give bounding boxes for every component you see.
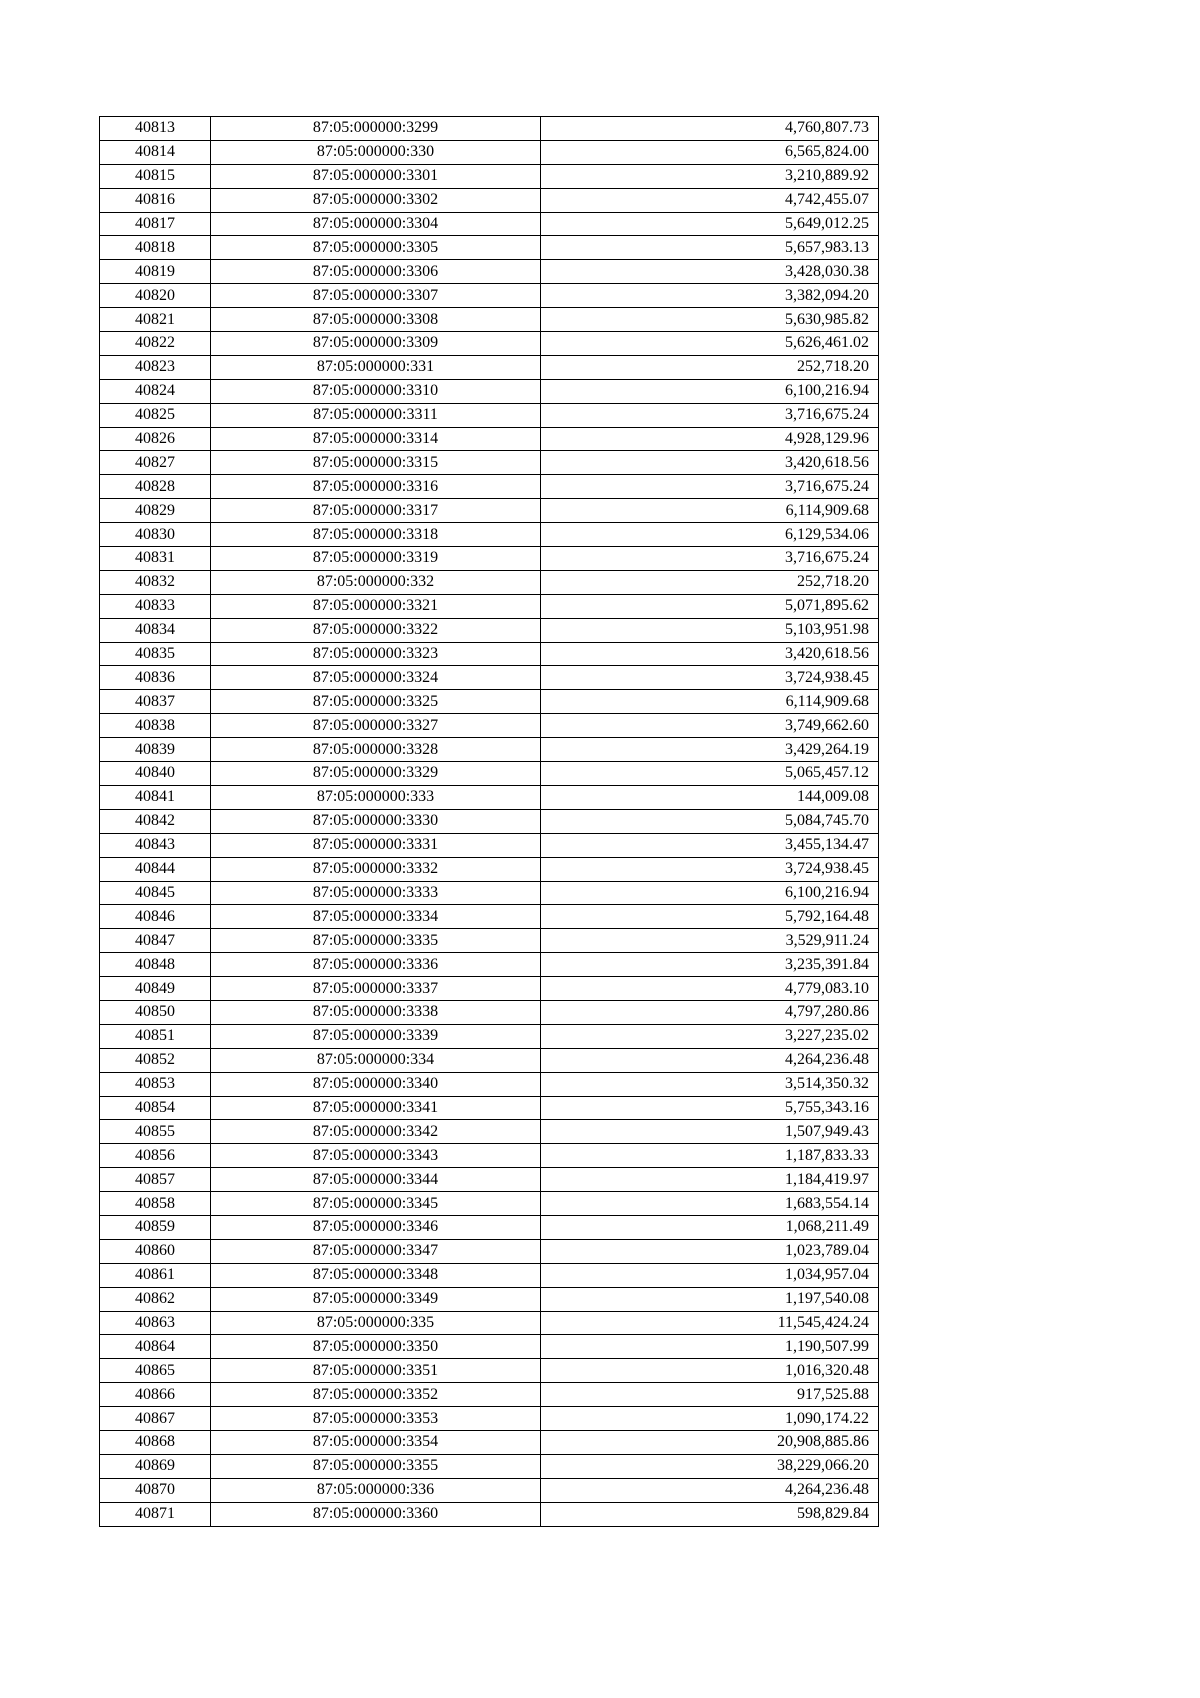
value-cell: 3,227,235.02 bbox=[541, 1024, 879, 1048]
cadastral-number-cell: 87:05:000000:335 bbox=[211, 1311, 541, 1335]
row-number-cell: 40823 bbox=[100, 355, 211, 379]
row-number-cell: 40842 bbox=[100, 809, 211, 833]
row-number-cell: 40813 bbox=[100, 117, 211, 141]
value-cell: 5,792,164.48 bbox=[541, 905, 879, 929]
row-number-cell: 40856 bbox=[100, 1144, 211, 1168]
row-number-cell: 40855 bbox=[100, 1120, 211, 1144]
cadastral-number-cell: 87:05:000000:3319 bbox=[211, 547, 541, 571]
cadastral-number-cell: 87:05:000000:3339 bbox=[211, 1024, 541, 1048]
value-cell: 3,724,938.45 bbox=[541, 857, 879, 881]
value-cell: 3,529,911.24 bbox=[541, 929, 879, 953]
cadastral-number-cell: 87:05:000000:3309 bbox=[211, 332, 541, 356]
value-cell: 1,090,174.22 bbox=[541, 1407, 879, 1431]
cadastral-number-cell: 87:05:000000:3340 bbox=[211, 1072, 541, 1096]
value-cell: 3,749,662.60 bbox=[541, 714, 879, 738]
cadastral-number-cell: 87:05:000000:3317 bbox=[211, 499, 541, 523]
row-number-cell: 40830 bbox=[100, 523, 211, 547]
value-cell: 4,742,455.07 bbox=[541, 188, 879, 212]
cadastral-number-cell: 87:05:000000:3328 bbox=[211, 738, 541, 762]
row-number-cell: 40836 bbox=[100, 666, 211, 690]
value-cell: 3,716,675.24 bbox=[541, 403, 879, 427]
value-cell: 1,197,540.08 bbox=[541, 1287, 879, 1311]
table-row bbox=[100, 953, 879, 977]
value-cell: 3,429,264.19 bbox=[541, 738, 879, 762]
cadastral-number-cell: 87:05:000000:3336 bbox=[211, 953, 541, 977]
value-cell: 1,034,957.04 bbox=[541, 1263, 879, 1287]
value-cell: 917,525.88 bbox=[541, 1383, 879, 1407]
cadastral-number-cell: 87:05:000000:3302 bbox=[211, 188, 541, 212]
value-cell: 38,229,066.20 bbox=[541, 1454, 879, 1478]
table-row bbox=[100, 1120, 879, 1144]
cadastral-number-cell: 87:05:000000:3352 bbox=[211, 1383, 541, 1407]
row-number-cell: 40838 bbox=[100, 714, 211, 738]
row-number-cell: 40859 bbox=[100, 1215, 211, 1239]
row-number-cell: 40869 bbox=[100, 1454, 211, 1478]
table-row bbox=[100, 1287, 879, 1311]
row-number-cell: 40845 bbox=[100, 881, 211, 905]
value-cell: 252,718.20 bbox=[541, 355, 879, 379]
value-cell: 5,071,895.62 bbox=[541, 594, 879, 618]
row-number-cell: 40824 bbox=[100, 379, 211, 403]
value-cell: 1,190,507.99 bbox=[541, 1335, 879, 1359]
cadastral-number-cell: 87:05:000000:3329 bbox=[211, 762, 541, 786]
table-row bbox=[100, 1430, 879, 1454]
table-row bbox=[100, 332, 879, 356]
row-number-cell: 40826 bbox=[100, 427, 211, 451]
table-row bbox=[100, 355, 879, 379]
cadastral-number-cell: 87:05:000000:3354 bbox=[211, 1430, 541, 1454]
row-number-cell: 40863 bbox=[100, 1311, 211, 1335]
table-row bbox=[100, 690, 879, 714]
row-number-cell: 40844 bbox=[100, 857, 211, 881]
table-row bbox=[100, 1096, 879, 1120]
value-cell: 3,716,675.24 bbox=[541, 475, 879, 499]
table-row bbox=[100, 1311, 879, 1335]
cadastral-number-cell: 87:05:000000:3327 bbox=[211, 714, 541, 738]
row-number-cell: 40828 bbox=[100, 475, 211, 499]
table-row bbox=[100, 523, 879, 547]
table-row bbox=[100, 164, 879, 188]
value-cell: 5,755,343.16 bbox=[541, 1096, 879, 1120]
table-row bbox=[100, 929, 879, 953]
value-cell: 11,545,424.24 bbox=[541, 1311, 879, 1335]
cadastral-number-cell: 87:05:000000:3335 bbox=[211, 929, 541, 953]
cadastral-number-cell: 87:05:000000:3304 bbox=[211, 212, 541, 236]
value-cell: 20,908,885.86 bbox=[541, 1430, 879, 1454]
row-number-cell: 40853 bbox=[100, 1072, 211, 1096]
table-row bbox=[100, 1454, 879, 1478]
row-number-cell: 40861 bbox=[100, 1263, 211, 1287]
value-cell: 1,187,833.33 bbox=[541, 1144, 879, 1168]
value-cell: 6,129,534.06 bbox=[541, 523, 879, 547]
value-cell: 598,829.84 bbox=[541, 1502, 879, 1526]
row-number-cell: 40837 bbox=[100, 690, 211, 714]
cadastral-number-cell: 87:05:000000:3351 bbox=[211, 1359, 541, 1383]
value-cell: 4,264,236.48 bbox=[541, 1478, 879, 1502]
value-cell: 3,382,094.20 bbox=[541, 284, 879, 308]
row-number-cell: 40839 bbox=[100, 738, 211, 762]
table-row bbox=[100, 1239, 879, 1263]
row-number-cell: 40850 bbox=[100, 1000, 211, 1024]
value-cell: 6,114,909.68 bbox=[541, 690, 879, 714]
cadastral-number-cell: 87:05:000000:3349 bbox=[211, 1287, 541, 1311]
table-row bbox=[100, 594, 879, 618]
cadastral-number-cell: 87:05:000000:3323 bbox=[211, 642, 541, 666]
value-cell: 5,630,985.82 bbox=[541, 308, 879, 332]
table-row bbox=[100, 1024, 879, 1048]
row-number-cell: 40852 bbox=[100, 1048, 211, 1072]
row-number-cell: 40868 bbox=[100, 1430, 211, 1454]
table-row bbox=[100, 666, 879, 690]
table-row bbox=[100, 570, 879, 594]
value-cell: 3,420,618.56 bbox=[541, 451, 879, 475]
cadastral-number-cell: 87:05:000000:331 bbox=[211, 355, 541, 379]
table-row bbox=[100, 1263, 879, 1287]
table-row bbox=[100, 1359, 879, 1383]
cadastral-number-cell: 87:05:000000:3330 bbox=[211, 809, 541, 833]
value-cell: 4,797,280.86 bbox=[541, 1000, 879, 1024]
row-number-cell: 40866 bbox=[100, 1383, 211, 1407]
table-row bbox=[100, 427, 879, 451]
value-cell: 6,100,216.94 bbox=[541, 881, 879, 905]
table-body bbox=[100, 117, 879, 1527]
value-cell: 5,084,745.70 bbox=[541, 809, 879, 833]
table-row bbox=[100, 1168, 879, 1192]
cadastral-number-cell: 87:05:000000:334 bbox=[211, 1048, 541, 1072]
cadastral-number-cell: 87:05:000000:336 bbox=[211, 1478, 541, 1502]
cadastral-number-cell: 87:05:000000:3308 bbox=[211, 308, 541, 332]
row-number-cell: 40849 bbox=[100, 977, 211, 1001]
value-cell: 1,507,949.43 bbox=[541, 1120, 879, 1144]
table-row bbox=[100, 1192, 879, 1216]
value-cell: 6,100,216.94 bbox=[541, 379, 879, 403]
row-number-cell: 40864 bbox=[100, 1335, 211, 1359]
cadastral-number-cell: 87:05:000000:3332 bbox=[211, 857, 541, 881]
table-row bbox=[100, 308, 879, 332]
cadastral-number-cell: 87:05:000000:3299 bbox=[211, 117, 541, 141]
value-cell: 3,716,675.24 bbox=[541, 547, 879, 571]
cadastral-number-cell: 87:05:000000:3355 bbox=[211, 1454, 541, 1478]
cadastral-number-cell: 87:05:000000:3318 bbox=[211, 523, 541, 547]
cadastral-number-cell: 87:05:000000:332 bbox=[211, 570, 541, 594]
row-number-cell: 40834 bbox=[100, 618, 211, 642]
table-row bbox=[100, 642, 879, 666]
table-row bbox=[100, 977, 879, 1001]
row-number-cell: 40814 bbox=[100, 140, 211, 164]
table-row bbox=[100, 1048, 879, 1072]
row-number-cell: 40843 bbox=[100, 833, 211, 857]
row-number-cell: 40832 bbox=[100, 570, 211, 594]
cadastral-number-cell: 87:05:000000:3345 bbox=[211, 1192, 541, 1216]
value-cell: 1,184,419.97 bbox=[541, 1168, 879, 1192]
row-number-cell: 40867 bbox=[100, 1407, 211, 1431]
table-row bbox=[100, 809, 879, 833]
table-row bbox=[100, 1502, 879, 1526]
value-cell: 1,683,554.14 bbox=[541, 1192, 879, 1216]
table-row bbox=[100, 785, 879, 809]
table-row bbox=[100, 379, 879, 403]
value-cell: 5,657,983.13 bbox=[541, 236, 879, 260]
cadastral-number-cell: 87:05:000000:3316 bbox=[211, 475, 541, 499]
cadastral-number-cell: 87:05:000000:3348 bbox=[211, 1263, 541, 1287]
cadastral-number-cell: 87:05:000000:3324 bbox=[211, 666, 541, 690]
row-number-cell: 40846 bbox=[100, 905, 211, 929]
value-cell: 3,420,618.56 bbox=[541, 642, 879, 666]
value-cell: 252,718.20 bbox=[541, 570, 879, 594]
table-row bbox=[100, 881, 879, 905]
table-row bbox=[100, 451, 879, 475]
cadastral-number-cell: 87:05:000000:3306 bbox=[211, 260, 541, 284]
table-row bbox=[100, 1000, 879, 1024]
cadastral-number-cell: 87:05:000000:3307 bbox=[211, 284, 541, 308]
row-number-cell: 40820 bbox=[100, 284, 211, 308]
row-number-cell: 40865 bbox=[100, 1359, 211, 1383]
cadastral-number-cell: 87:05:000000:3353 bbox=[211, 1407, 541, 1431]
row-number-cell: 40815 bbox=[100, 164, 211, 188]
table-row bbox=[100, 284, 879, 308]
data-table bbox=[99, 116, 879, 1527]
cadastral-number-cell: 87:05:000000:3338 bbox=[211, 1000, 541, 1024]
value-cell: 3,235,391.84 bbox=[541, 953, 879, 977]
table-row bbox=[100, 1072, 879, 1096]
cadastral-number-cell: 87:05:000000:3341 bbox=[211, 1096, 541, 1120]
table-row bbox=[100, 403, 879, 427]
value-cell: 4,264,236.48 bbox=[541, 1048, 879, 1072]
row-number-cell: 40851 bbox=[100, 1024, 211, 1048]
row-number-cell: 40848 bbox=[100, 953, 211, 977]
row-number-cell: 40847 bbox=[100, 929, 211, 953]
cadastral-number-cell: 87:05:000000:3360 bbox=[211, 1502, 541, 1526]
cadastral-number-cell: 87:05:000000:3350 bbox=[211, 1335, 541, 1359]
row-number-cell: 40841 bbox=[100, 785, 211, 809]
cadastral-number-cell: 87:05:000000:3301 bbox=[211, 164, 541, 188]
value-cell: 4,779,083.10 bbox=[541, 977, 879, 1001]
value-cell: 5,626,461.02 bbox=[541, 332, 879, 356]
row-number-cell: 40829 bbox=[100, 499, 211, 523]
table-row bbox=[100, 1383, 879, 1407]
cadastral-number-cell: 87:05:000000:3333 bbox=[211, 881, 541, 905]
table-row bbox=[100, 117, 879, 141]
table-row bbox=[100, 1144, 879, 1168]
cadastral-number-cell: 87:05:000000:3321 bbox=[211, 594, 541, 618]
cadastral-number-cell: 87:05:000000:3322 bbox=[211, 618, 541, 642]
table-row bbox=[100, 714, 879, 738]
table-row bbox=[100, 212, 879, 236]
value-cell: 6,114,909.68 bbox=[541, 499, 879, 523]
row-number-cell: 40835 bbox=[100, 642, 211, 666]
value-cell: 144,009.08 bbox=[541, 785, 879, 809]
table-row bbox=[100, 762, 879, 786]
cadastral-number-cell: 87:05:000000:3334 bbox=[211, 905, 541, 929]
value-cell: 3,455,134.47 bbox=[541, 833, 879, 857]
cadastral-number-cell: 87:05:000000:3331 bbox=[211, 833, 541, 857]
cadastral-number-cell: 87:05:000000:3325 bbox=[211, 690, 541, 714]
row-number-cell: 40817 bbox=[100, 212, 211, 236]
cadastral-number-cell: 87:05:000000:3305 bbox=[211, 236, 541, 260]
value-cell: 3,428,030.38 bbox=[541, 260, 879, 284]
table-row bbox=[100, 499, 879, 523]
row-number-cell: 40822 bbox=[100, 332, 211, 356]
row-number-cell: 40870 bbox=[100, 1478, 211, 1502]
cadastral-number-cell: 87:05:000000:3337 bbox=[211, 977, 541, 1001]
cadastral-number-cell: 87:05:000000:3315 bbox=[211, 451, 541, 475]
cadastral-number-cell: 87:05:000000:3346 bbox=[211, 1215, 541, 1239]
table-row bbox=[100, 1407, 879, 1431]
row-number-cell: 40831 bbox=[100, 547, 211, 571]
row-number-cell: 40857 bbox=[100, 1168, 211, 1192]
value-cell: 4,928,129.96 bbox=[541, 427, 879, 451]
table-row bbox=[100, 188, 879, 212]
table-row bbox=[100, 1215, 879, 1239]
table-row bbox=[100, 475, 879, 499]
row-number-cell: 40858 bbox=[100, 1192, 211, 1216]
value-cell: 4,760,807.73 bbox=[541, 117, 879, 141]
cadastral-number-cell: 87:05:000000:3314 bbox=[211, 427, 541, 451]
value-cell: 5,103,951.98 bbox=[541, 618, 879, 642]
table-row bbox=[100, 140, 879, 164]
table-row bbox=[100, 236, 879, 260]
table-row bbox=[100, 738, 879, 762]
row-number-cell: 40840 bbox=[100, 762, 211, 786]
value-cell: 3,210,889.92 bbox=[541, 164, 879, 188]
row-number-cell: 40854 bbox=[100, 1096, 211, 1120]
row-number-cell: 40816 bbox=[100, 188, 211, 212]
table-row bbox=[100, 547, 879, 571]
value-cell: 1,023,789.04 bbox=[541, 1239, 879, 1263]
value-cell: 6,565,824.00 bbox=[541, 140, 879, 164]
row-number-cell: 40862 bbox=[100, 1287, 211, 1311]
row-number-cell: 40860 bbox=[100, 1239, 211, 1263]
table-row bbox=[100, 905, 879, 929]
cadastral-number-cell: 87:05:000000:3310 bbox=[211, 379, 541, 403]
row-number-cell: 40825 bbox=[100, 403, 211, 427]
table-row bbox=[100, 260, 879, 284]
cadastral-number-cell: 87:05:000000:330 bbox=[211, 140, 541, 164]
table-row bbox=[100, 1335, 879, 1359]
value-cell: 1,016,320.48 bbox=[541, 1359, 879, 1383]
value-cell: 3,724,938.45 bbox=[541, 666, 879, 690]
cadastral-number-cell: 87:05:000000:3343 bbox=[211, 1144, 541, 1168]
row-number-cell: 40821 bbox=[100, 308, 211, 332]
cadastral-number-cell: 87:05:000000:333 bbox=[211, 785, 541, 809]
table-row bbox=[100, 833, 879, 857]
table-row bbox=[100, 618, 879, 642]
value-cell: 3,514,350.32 bbox=[541, 1072, 879, 1096]
value-cell: 5,649,012.25 bbox=[541, 212, 879, 236]
value-cell: 5,065,457.12 bbox=[541, 762, 879, 786]
row-number-cell: 40818 bbox=[100, 236, 211, 260]
cadastral-number-cell: 87:05:000000:3344 bbox=[211, 1168, 541, 1192]
cadastral-number-cell: 87:05:000000:3311 bbox=[211, 403, 541, 427]
row-number-cell: 40871 bbox=[100, 1502, 211, 1526]
value-cell: 1,068,211.49 bbox=[541, 1215, 879, 1239]
row-number-cell: 40833 bbox=[100, 594, 211, 618]
row-number-cell: 40819 bbox=[100, 260, 211, 284]
table-row bbox=[100, 1478, 879, 1502]
cadastral-number-cell: 87:05:000000:3342 bbox=[211, 1120, 541, 1144]
row-number-cell: 40827 bbox=[100, 451, 211, 475]
table-row bbox=[100, 857, 879, 881]
cadastral-number-cell: 87:05:000000:3347 bbox=[211, 1239, 541, 1263]
